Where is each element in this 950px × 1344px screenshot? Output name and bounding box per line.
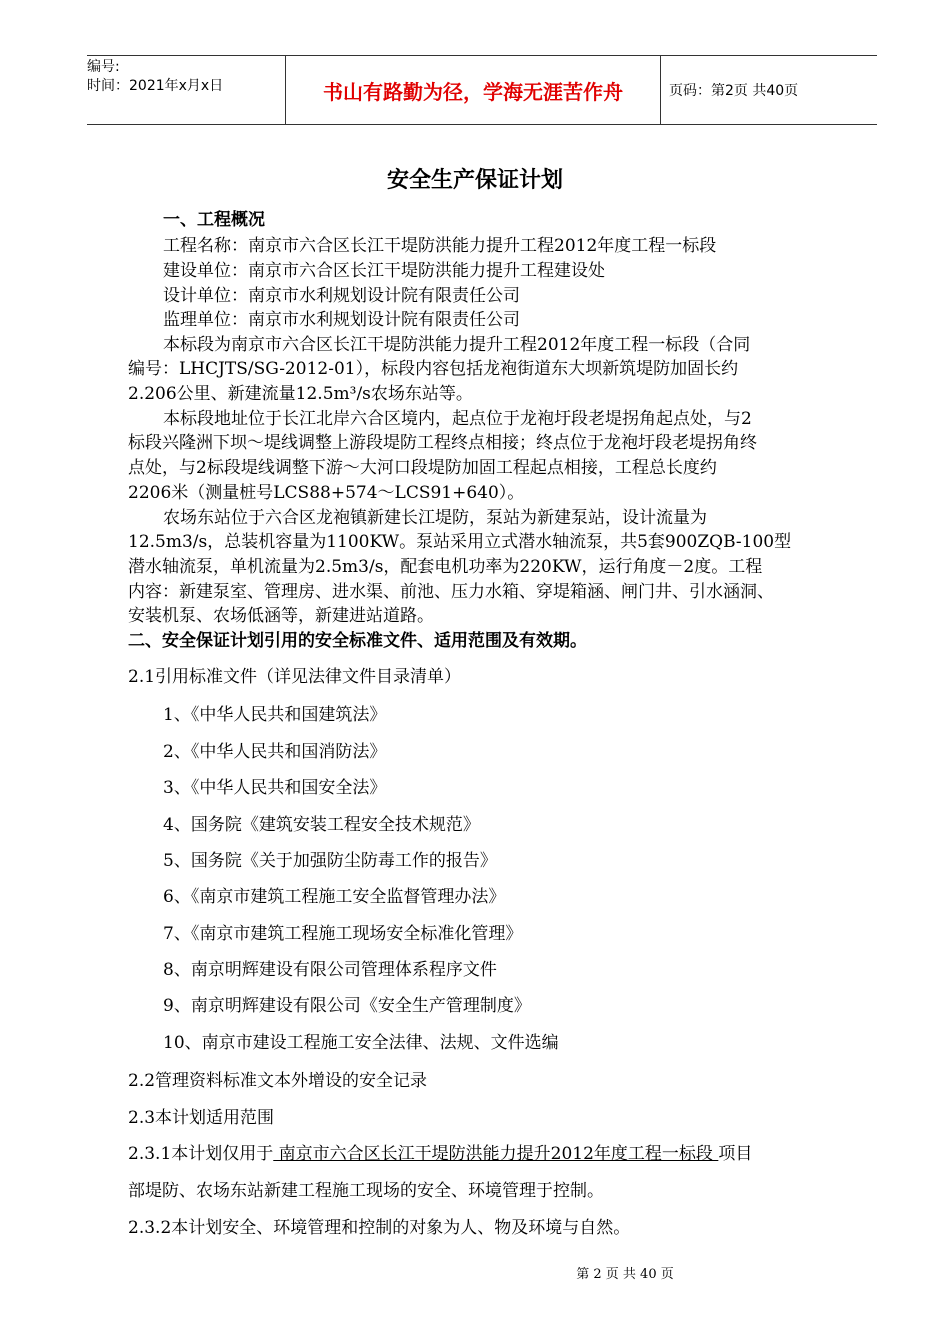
- list-item: 9、南京明辉建设有限公司《安全生产管理制度》: [163, 996, 531, 1016]
- list-item: 8、南京明辉建设有限公司管理体系程序文件: [163, 960, 497, 980]
- paragraph-line: 2.1引用标准文件（详见法律文件目录清单）: [128, 667, 462, 687]
- paragraph-line: 内容：新建泵室、管理房、进水渠、前池、压力水箱、穿堤箱涵、闸门井、引水涵洞、: [128, 582, 774, 602]
- list-item: 10、南京市建设工程施工安全法律、法规、文件选编: [163, 1033, 559, 1053]
- list-item: 7、《南京市建筑工程施工现场安全标准化管理》: [163, 924, 523, 944]
- paragraph-line: 监理单位：南京市水利规划设计院有限责任公司: [163, 310, 520, 330]
- page-header: [87, 55, 877, 125]
- paragraph-line: 12.5m3/s，总装机容量为1100KW。泵站采用立式潜水轴流泵，共5套900ZQB-100型: [128, 532, 792, 552]
- list-item: 1、《中华人民共和国建筑法》: [163, 705, 387, 725]
- paragraph-line: 建设单位：南京市六合区长江干堤防洪能力提升工程建设处: [163, 261, 605, 281]
- header-motto: 书山有路勤为径，学海无涯苦作舟: [285, 56, 661, 124]
- scope-intro: 2.3.1本计划仅用于: [128, 1144, 274, 1164]
- section-heading: 二、安全保证计划引用的安全标准文件、适用范围及有效期。: [128, 631, 587, 651]
- paragraph-line: 农场东站位于六合区龙袍镇新建长江堤防，泵站为新建泵站，设计流量为: [163, 508, 707, 528]
- list-item: 6、《南京市建筑工程施工安全监督管理办法》: [163, 887, 506, 907]
- paragraph-line: 点处，与2标段堤线调整下游～大河口段堤防加固工程起点相接，工程总长度约: [128, 458, 717, 478]
- time-label: 时间：2021年x月x日: [87, 78, 224, 94]
- list-item: 2、《中华人民共和国消防法》: [163, 742, 387, 762]
- paragraph-line: 部堤防、农场东站新建工程施工现场的安全、环境管理于控制。: [128, 1181, 604, 1201]
- number-label: 编号:: [87, 59, 120, 75]
- document-title: 安全生产保证计划: [386, 168, 563, 193]
- scope-tail: 项目: [718, 1144, 753, 1164]
- paragraph-line: 本标段地址位于长江北岸六合区境内，起点位于龙袍圩段老堤拐角起点处，与2: [163, 409, 752, 429]
- section-heading: 一、工程概况: [163, 210, 265, 230]
- paragraph-line: 标段兴隆洲下坝～堤线调整上游段堤防工程终点相接；终点位于龙袍圩段老堤拐角终: [128, 433, 757, 453]
- paragraph-line: 安装机泵、农场低涵等，新建进站道路。: [128, 606, 434, 626]
- paragraph-line: 2.2管理资料标准文本外增设的安全记录: [128, 1071, 428, 1091]
- list-item: 3、《中华人民共和国安全法》: [163, 778, 387, 798]
- list-item: 4、国务院《建筑安装工程安全技术规范》: [163, 815, 480, 835]
- paragraph-line: [128, 1139, 752, 1164]
- paragraph-line: 2.206公里、新建流量12.5m³/s农场东站等。: [128, 384, 473, 404]
- paragraph-line: 潜水轴流泵，单机流量为2.5m3/s，配套电机功率为220KW，运行角度－2度。工程: [128, 557, 763, 577]
- header-page-label: 页码：第2页 共40页: [669, 83, 799, 99]
- project-name-underlined: 南京市六合区长江干堤防洪能力提升2012年度工程一标段: [273, 1144, 719, 1164]
- paragraph-line: 2.3.2本计划安全、环境管理和控制的对象为人、物及环境与自然。: [128, 1218, 631, 1238]
- paragraph-line: 工程名称：南京市六合区长江干堤防洪能力提升工程2012年度工程一标段: [163, 236, 717, 256]
- list-item: 5、国务院《关于加强防尘防毒工作的报告》: [163, 851, 497, 871]
- paragraph-line: 2206米（测量桩号LCS88+574～LCS91+640）。: [128, 483, 525, 503]
- page-footer: 第 2 页 共 40 页: [576, 1267, 674, 1282]
- paragraph-line: 设计单位：南京市水利规划设计院有限责任公司: [163, 286, 520, 306]
- paragraph-line: 编号：LHCJTS/SG-2012-01），标段内容包括龙袍街道东大坝新筑堤防加固长约: [128, 359, 739, 379]
- header-meta: [87, 56, 285, 124]
- paragraph-line: 本标段为南京市六合区长江干堤防洪能力提升工程2012年度工程一标段（合同: [163, 335, 751, 355]
- paragraph-line: 2.3本计划适用范围: [128, 1108, 275, 1128]
